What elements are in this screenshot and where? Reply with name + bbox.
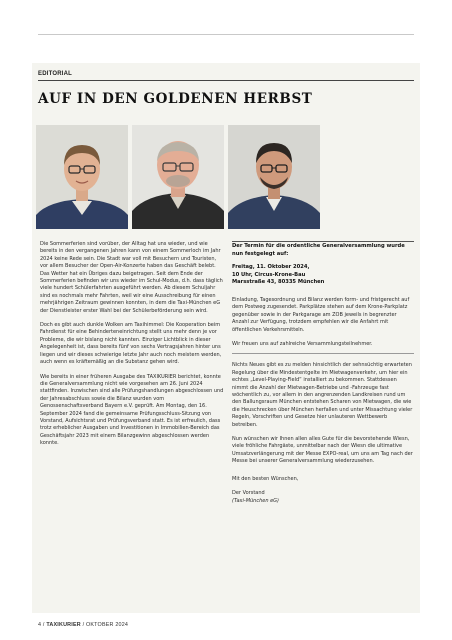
signature-org: (Taxi-München eG) [232, 497, 280, 504]
issue-label: OKTOBER 2024 [85, 622, 129, 628]
portrait-photo-3 [228, 125, 320, 229]
page-footer [38, 622, 128, 628]
top-divider [38, 34, 414, 35]
left-column [40, 241, 224, 455]
meeting-details [232, 264, 414, 287]
page-number: 4 [38, 622, 42, 628]
portrait-man-glasses-2-icon [132, 125, 224, 229]
right-column [232, 241, 414, 505]
portrait-man-glasses-3-icon [228, 125, 320, 229]
footer-separator: / [82, 622, 86, 628]
footer-separator: / [42, 622, 47, 628]
portrait-photo-2 [132, 125, 224, 229]
card-header [38, 71, 414, 107]
box-bottom-rule [232, 353, 414, 354]
event-date: Freitag, 11. Oktober 2024, [232, 264, 310, 271]
editorial-card [32, 63, 420, 613]
event-address: Marsstraße 43, 80335 München [232, 279, 325, 286]
portrait-photo-1 [36, 125, 128, 229]
closing-line: Mit den besten Wünschen, [232, 475, 299, 482]
paragraph: Einladung, Tagesordnung und Bilanz werden form- und fristgerecht auf dem Postweg zugesendet. Parkplätze stehen auf dem Krone-Parkplatz gegenüber sowie in der Parkgarage am ZOB jeweils in begrenzter Anzahl zur Verfügung, trotzdem empfehlen wir die Anfahrt mit öffentlichen Verkehrsmitteln. [232, 296, 410, 333]
meeting-box-title: Der Termin für die ordentliche Generalversammlung wurde nun festgelegt auf: [232, 241, 414, 258]
section-label: EDITORIAL [38, 71, 73, 77]
paragraph: Die Sommerferien sind vorüber, der Alltag hat uns wieder, und wie bereits in den vergangenen Jahren kann von einem Sommerloch im Jahr 2024 keine Rede sein. Die Stadt war voll mit Besuchern und Touristen, vor allem Besucher der Open-Air-Konzerte haben das Geschäft belebt. Das Wetter hat ein Übriges dazu beigetragen. Seit dem Ende der Sommerferien befinden wir uns wieder im Schul-Modus, d.h. dass täglich viele hundert Schülerfahrten ausgeführt werden. Ab diesem Schuljahr sind es nochmals mehr Fahrten, weil wir eine Ausschreibung für einen mehrjährigen Zeitraum gewinnen konnten, in dem die Taxi-München eG der Dienstleister erster Wahl bei der Schülerbeförderung sein wird. [40, 241, 223, 314]
paragraph: Nichts Neues gibt es zu melden hinsichtlich der sehnsüchtig erwarteten Regelung über die Mindestentgelte im Mietwagenverkehr, um hier ein echtes „Level-Playing-Field“ installiert zu bekommen. Stattdessen nimmt die Anzahl der Mietwagen-Betriebe und -Fahrzeuge fast wöchentlich zu, vor allem in den angrenzenden Landkreisen rund um den Ballungsraum München entstehen Scharen von Mietwagen, die wie die Heuschrecken über München herfallen und unter Missachtung vieler Regeln, Vorschriften und Gesetze hier unlauteren Wettbewerb betreiben. [232, 362, 413, 428]
paragraph: Wir freuen uns auf zahlreiche Versammlungsteilnehmer. [232, 341, 373, 347]
event-time-place: 10 Uhr, Circus-Krone-Bau [232, 271, 306, 278]
magazine-name: TAXIKURIER [46, 622, 81, 628]
paragraph: Nun wünschen wir Ihnen allen alles Gute für die bevorstehende Wiesn, viele fröhliche Fahrgäste, unmittelbar nach der Wiesn die ultimative Umsatzverlängerung mit der Messe EXPO-real, um uns am Tag nach der Messe bei unserer Generalversammlung wiederzusehen. [232, 436, 413, 465]
photo-row [36, 125, 416, 229]
section-rule [38, 80, 414, 81]
portrait-man-glasses-1-icon [36, 125, 128, 229]
signature-title: Der Vorstand [232, 490, 265, 497]
page-title: AUF IN DEN GOLDENEN HERBST [38, 91, 313, 107]
paragraph: Doch es gibt auch dunkle Wolken am Taxihimmel: Die Kooperation beim Fahrdienst für eine Behinderteneinrichtung stellt uns mehr denn je vor Probleme, die wir bislang nicht kannten. Einziger Lichtblick in dieser Angelegenheit ist, dass bereits fünf von sechs Vertragsjahren hinter uns liegen und wir dieses schwierige letzte Jahr auch noch meistern werden, auch wenn es kräftemäßig an die Substanz gehen wird. [40, 322, 222, 366]
paragraph: Wie bereits in einer früheren Ausgabe des TAXIKURIER berichtet, konnte die Generalversammlung nicht wie vorgesehen am 26. Juni 2024 stattfinden. Inzwischen sind alle Prüfungshandlungen abgeschlossen und der Jahresabschluss sowie die Bilanz wurden vom Genossenschaftsverband Bayern e.V. geprüft. Am Montag, den 16. September 2024 fand die gemeinsame Prüfungsschluss-Sitzung von Vorstand, Aufsichtsrat und Prüfungsverband statt. Es ist erfreulich, dass trotz erheblicher Ausgaben und Investitionen in Immobilien-Bereich das Geschäftsjahr 2023 mit einem Bilanzgewinn abgeschlossen werden konnte. [40, 373, 224, 447]
